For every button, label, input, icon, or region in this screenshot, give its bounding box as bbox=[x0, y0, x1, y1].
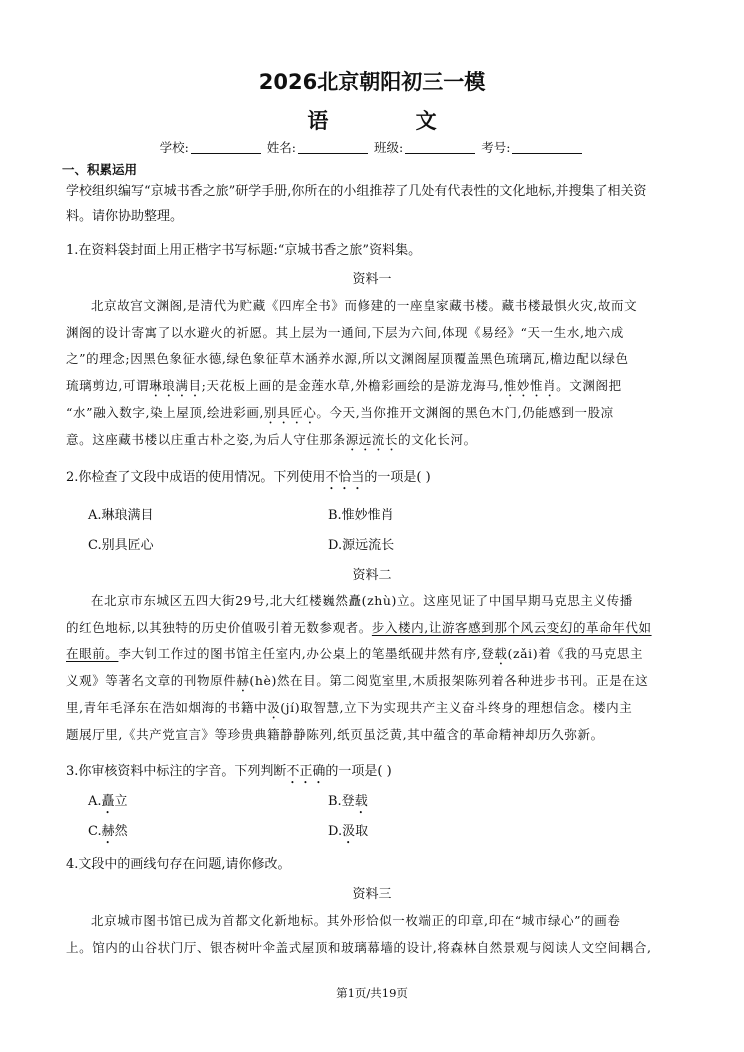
text-run: 的一项是( ) bbox=[325, 764, 392, 779]
text-run: 里,青年毛泽东在浩如烟海的书籍中 bbox=[66, 700, 268, 715]
text-run: (zǎi)着《我的马克思主 bbox=[507, 646, 644, 661]
idiom-marked: 惟妙惟肖 bbox=[503, 377, 557, 393]
option-text: B.登 bbox=[328, 794, 355, 809]
text-run: (jí)取智慧,立下为实现共产主义奋斗终身的理想信念。楼内主 bbox=[280, 700, 633, 715]
q2-option-d[interactable]: D.源远流长 bbox=[328, 538, 395, 553]
text-run: (zhù)立。这座见证了中国早期马克思主义传播 bbox=[361, 593, 633, 608]
text-run: 的一项是( ) bbox=[364, 470, 431, 485]
material-2-text bbox=[66, 588, 686, 749]
text-line: 北京城市图书馆已成为首都文化新地标。其外形恰似一枚端正的印章,印在“城市绿心”的画卷 bbox=[91, 913, 621, 928]
marked-char: 矗 bbox=[101, 794, 115, 809]
text-run: 李大钊工作过的图书馆主任室内,办公桌上的笔墨纸砚井然有序,登 bbox=[118, 646, 495, 661]
text-run: 的红色地标,以其独特的历史价值吸引着无数参观者。 bbox=[66, 619, 372, 635]
name-label: 姓名: bbox=[266, 140, 296, 155]
marked-char: 汲 bbox=[267, 700, 281, 715]
option-text: D. bbox=[328, 824, 343, 839]
idiom-marked: 琳琅满目 bbox=[149, 377, 202, 393]
text-line: 上。馆内的山谷状门厅、银杏树叶伞盖式屋顶和玻璃幕墙的设计,将森林自然景观与阅读人文空间耦合, bbox=[66, 939, 652, 955]
material-2-label: 资料二 bbox=[352, 568, 392, 583]
idiom-marked: 别具匠心 bbox=[264, 404, 317, 420]
exam-no-field[interactable] bbox=[512, 141, 582, 154]
text-run: ;天花板上画的是金莲水草,外檐彩画绘的是游龙海马, bbox=[201, 377, 504, 393]
emphasis-text: 不正确 bbox=[286, 764, 326, 779]
page-number: 第1页/共19页 bbox=[336, 986, 408, 1000]
text-run: 在北京市东城区五四大街29号,北大红楼 bbox=[91, 593, 323, 608]
text-line bbox=[66, 695, 686, 722]
text-run: 3.你审核资料中标注的字音。下列判断 bbox=[66, 764, 287, 779]
underlined-sentence: 步入楼内,让游客感到那个风云变幻的革命年代如 bbox=[371, 619, 652, 635]
question-4: 4.文段中的画线句存在问题,请你修改。 bbox=[66, 857, 291, 872]
marked-char: 载 bbox=[494, 646, 508, 661]
question-1: 1.在资料袋封面上用正楷字书写标题:“京城书香之旅”资料集。 bbox=[66, 243, 422, 258]
marked-char: 赫 bbox=[101, 824, 115, 839]
text-line: 之”的理念;因黑色象征水德,绿色象征草木涵养水源,所以文渊阁屋顶覆盖黑色琉璃瓦,檐边配以绿色 bbox=[66, 351, 629, 366]
text-run: 的文化长河。 bbox=[398, 431, 477, 447]
section-heading: 一、积累运用 bbox=[62, 162, 138, 177]
q3-option-b[interactable] bbox=[328, 790, 368, 817]
name-field[interactable] bbox=[298, 141, 368, 154]
student-info-line bbox=[0, 138, 744, 156]
option-text: C. bbox=[88, 824, 102, 839]
text-run: (hè)然在目。第二阅览室里,木质报架陈列着各种进步书刊。正是在这 bbox=[249, 673, 649, 688]
text-line bbox=[66, 427, 686, 454]
q3-option-d[interactable] bbox=[328, 820, 368, 847]
text-run: 琉璃剪边,可谓 bbox=[66, 377, 150, 393]
underlined-sentence: 在眼前。 bbox=[66, 646, 119, 661]
question-3-stem bbox=[66, 759, 686, 787]
material-1-text bbox=[66, 293, 686, 454]
text-run: “水”融入数字,染上屋顶,绘进彩画, bbox=[66, 404, 265, 420]
school-field[interactable] bbox=[191, 141, 261, 154]
text-run: 。文渊阁把 bbox=[556, 377, 622, 393]
subject-title: 语 文 bbox=[307, 108, 477, 133]
text-run: 2.你检查了文段中成语的使用情况。下列使用 bbox=[66, 470, 326, 485]
text-line bbox=[66, 373, 686, 400]
q2-option-c[interactable]: C.别具匠心 bbox=[88, 538, 154, 553]
marked-char: 赫 bbox=[236, 673, 250, 688]
option-text: 取 bbox=[355, 824, 369, 839]
text-line: 北京故宫文渊阁,是清代为贮藏《四库全书》而修建的一座皇家藏书楼。藏书楼最惧火灾,故而文 bbox=[91, 298, 638, 313]
intro-line: 料。请你协助整理。 bbox=[66, 209, 184, 224]
text-line: 渊阁的设计寄寓了以水避火的祈愿。其上层为一通间,下层为六间,体现《易经》“天一生水,地六成 bbox=[66, 324, 624, 340]
option-text: A. bbox=[88, 794, 102, 809]
option-text: 立 bbox=[114, 794, 128, 809]
material-1-label: 资料一 bbox=[352, 272, 392, 287]
text-run: 意。这座藏书楼以庄重古朴之姿,为后人守住那条 bbox=[66, 431, 346, 447]
text-line bbox=[66, 400, 686, 427]
text-line bbox=[66, 668, 686, 695]
text-line bbox=[66, 615, 686, 642]
q2-option-b[interactable]: B.惟妙惟肖 bbox=[328, 508, 394, 523]
exam-no-label: 考号: bbox=[481, 140, 511, 155]
emphasis-text: 不恰当 bbox=[325, 470, 365, 485]
text-line: 题展厅里,《共产党宣言》等珍贵典籍静静陈列,纸页虽泛黄,其中蕴含的革命精神却历久弥新。 bbox=[66, 727, 604, 742]
class-label: 班级: bbox=[373, 140, 404, 155]
text-run: 义观》等著名文章的刊物原件 bbox=[66, 673, 237, 688]
text-run: 。今天,当你推开文渊阁的黑色木门,仍能感到一股凉 bbox=[316, 404, 614, 420]
q3-option-c[interactable] bbox=[88, 820, 128, 847]
q3-option-a[interactable] bbox=[88, 790, 128, 817]
text-line bbox=[66, 641, 686, 668]
marked-char: 载 bbox=[354, 794, 368, 809]
school-label: 学校: bbox=[159, 140, 189, 155]
material-3-label: 资料三 bbox=[352, 887, 392, 902]
idiom-marked: 源远流长 bbox=[345, 431, 399, 447]
section-intro bbox=[66, 179, 686, 229]
option-text: 然 bbox=[114, 824, 128, 839]
marked-char: 汲 bbox=[342, 824, 356, 839]
text-line bbox=[66, 588, 686, 615]
question-2-stem bbox=[66, 465, 686, 493]
class-field[interactable] bbox=[405, 141, 475, 154]
material-3-text bbox=[66, 908, 686, 961]
text-run: 巍然矗 bbox=[322, 593, 362, 608]
intro-line: 学校组织编写“京城书香之旅”研学手册,你所在的小组推荐了几处有代表性的文化地标,并搜集了相关资 bbox=[66, 184, 647, 199]
q2-option-a[interactable]: A.琳琅满目 bbox=[88, 508, 154, 523]
exam-title: 2026北京朝阳初三一模 bbox=[258, 70, 486, 94]
